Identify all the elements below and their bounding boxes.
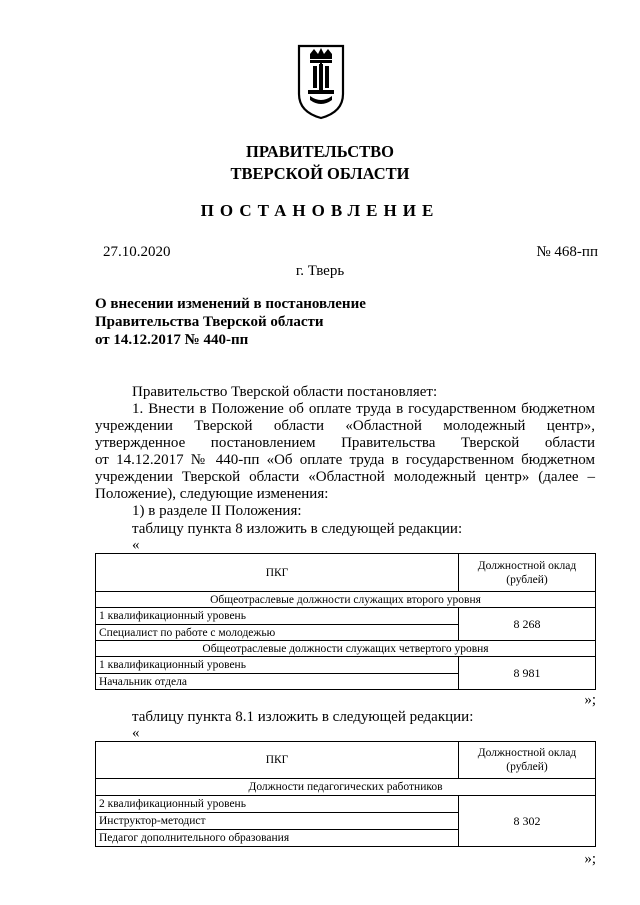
table1-close-quote: »; [584, 692, 596, 708]
document-number: № 468-пп [536, 244, 598, 260]
table2-header-salary [459, 742, 596, 779]
document-date: 27.10.2020 [103, 244, 171, 260]
item1-line6: Положение), следующие изменения: [95, 486, 329, 502]
table2-header-pkg: ПКГ [96, 742, 459, 779]
table1-g2-position: Начальник отдела [96, 674, 459, 690]
table2-header-salary-line2: (рублей) [506, 761, 548, 773]
org-name-line1: ПРАВИТЕЛЬСТВО [246, 142, 394, 161]
item1-line3: утвержденное постановлением Правительства Тверской области [95, 435, 595, 451]
table1-header-salary [459, 554, 596, 592]
org-name-line2: ТВЕРСКОЙ ОБЛАСТИ [230, 164, 410, 183]
table1-g2-salary: 8 981 [459, 657, 596, 690]
document-type: ПОСТАНОВЛЕНИЕ [200, 201, 440, 220]
table2-close-quote: »; [584, 851, 596, 867]
item1-line5: учреждении Тверской области «Областной молодежный центр» (далее – [95, 469, 595, 485]
document-city: г. Тверь [295, 263, 345, 279]
table2-g1-position2: Педагог дополнительного образования [96, 830, 459, 847]
table2-g1-level: 2 квалификационный уровень [96, 796, 459, 813]
table1-open-quote: « [132, 537, 140, 553]
subject-line1: О внесении изменений в постановление [95, 296, 366, 312]
salary-table-2 [95, 741, 596, 847]
table1-g1-salary: 8 268 [459, 608, 596, 641]
table1-header-salary-line1: Должностной оклад [477, 559, 577, 572]
table2-g1-salary: 8 302 [459, 796, 596, 847]
subject-line2: Правительства Тверской области [95, 314, 324, 330]
table1-group1: Общеотраслевые должности служащих второго уровня [96, 592, 596, 608]
table1-g2-level: 1 квалификационный уровень [96, 657, 459, 674]
table2-g1-position1: Инструктор-методист [96, 813, 459, 830]
table2-group1: Должности педагогических работников [96, 779, 596, 796]
item1-line4: от 14.12.2017 № 440-пп «Об оплате труда в государственном бюджетном [95, 452, 595, 468]
coat-of-arms-emblem [296, 42, 346, 120]
table1-g1-level: 1 квалификационный уровень [96, 608, 459, 625]
table2-header-salary-line1: Должностной оклад [477, 747, 577, 759]
table1-g1-position: Специалист по работе с молодежью [96, 625, 459, 641]
table1-intro: таблицу пункта 8 изложить в следующей редакции: [132, 521, 463, 537]
salary-table-1 [95, 553, 596, 690]
item1-line2: учреждении Тверской области «Областной молодежный центр», [95, 418, 595, 434]
table1-header-pkg: ПКГ [96, 554, 459, 592]
subject-line3: от 14.12.2017 № 440-пп [95, 332, 249, 348]
table2-intro: таблицу пункта 8.1 изложить в следующей редакции: [132, 709, 474, 725]
table1-group2: Общеотраслевые должности служащих четвертого уровня [96, 641, 596, 657]
item1-line1: 1. Внести в Положение об оплате труда в государственном бюджетном [132, 401, 595, 417]
table1-header-salary-line2: (рублей) [506, 573, 548, 586]
subitem1: 1) в разделе II Положения: [132, 503, 302, 519]
intro-paragraph: Правительство Тверской области постановляет: [132, 384, 438, 400]
table2-open-quote: « [132, 725, 140, 741]
